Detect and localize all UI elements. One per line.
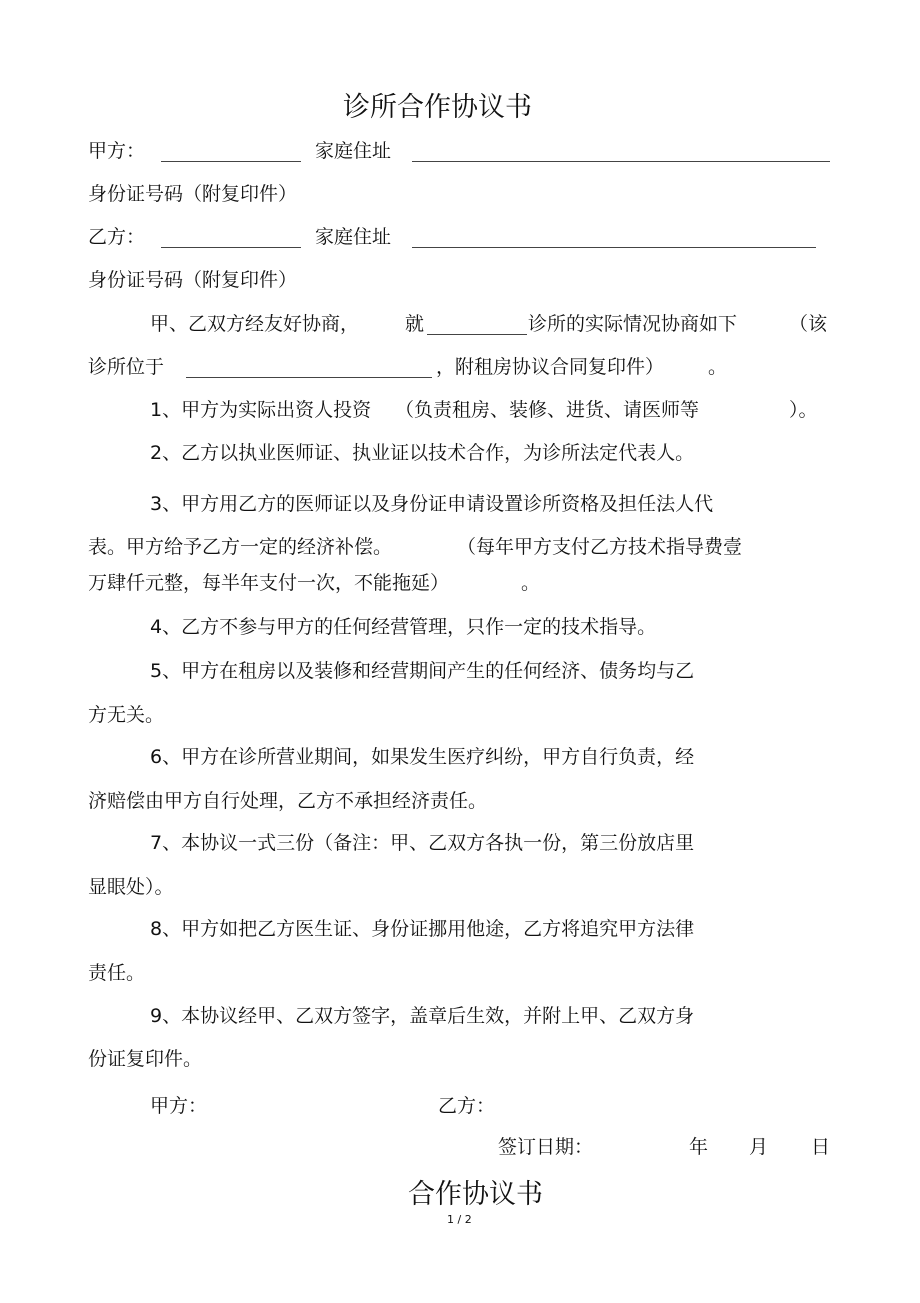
page-number: 1 / 2: [447, 1213, 472, 1226]
party-a-id-label: 身份证号码（附复印件）: [88, 183, 298, 205]
signature-party-a: 甲方：: [150, 1095, 208, 1117]
clause-3-line3-a: 万肆仟元整，每半年支付一次，不能拖延）: [88, 572, 450, 594]
clause-6-line1: 6、甲方在诊所营业期间，如果发生医疗纠纷，甲方自行负责，经: [150, 746, 695, 768]
clause-6-line2: 济赔偿由甲方自行处理，乙方不承担经济责任。: [88, 790, 488, 812]
clause-9-line2: 份证复印件。: [88, 1048, 203, 1070]
clause-1-b: （负责租房、装修、进货、请医师等: [395, 399, 700, 421]
clause-4: 4、乙方不参与甲方的任何经营管理，只作一定的技术指导。: [150, 616, 657, 638]
clause-1-c: ）。: [789, 399, 818, 421]
intro-line2-a: 诊所位于: [88, 356, 165, 378]
clause-7-line2: 显眼处）。: [88, 876, 174, 898]
intro-line2-c: 。: [708, 356, 728, 378]
page-title: 诊所合作协议书: [343, 92, 532, 123]
intro-line2-b: ，附租房协议合同复印件）: [436, 356, 665, 378]
party-b-name-blank: [161, 247, 301, 248]
clause-3-line2-b: （每年甲方支付乙方技术指导费壹: [457, 536, 743, 558]
clause-1-a: 1、甲方为实际出资人投资: [150, 399, 372, 421]
party-b-address-blank: [412, 247, 816, 248]
party-a-name-blank: [161, 161, 301, 162]
sign-date-month: 月: [749, 1136, 769, 1158]
intro-line1-a: 甲、乙双方经友好协商，: [150, 313, 360, 335]
clause-8-line1: 8、甲方如把乙方医生证、身份证挪用他途，乙方将追究甲方法律: [150, 918, 695, 940]
clause-3-line2-a: 表。甲方给予乙方一定的经济补偿。: [88, 536, 393, 558]
sign-date-day: 日: [811, 1136, 831, 1158]
clause-8-line2: 责任。: [88, 962, 146, 984]
party-a-address-label: 家庭住址: [315, 140, 392, 162]
party-b-label: 乙方：: [88, 226, 146, 248]
next-page-title: 合作协议书: [408, 1179, 543, 1210]
clinic-name-blank: [427, 334, 527, 335]
intro-line1-b: 就: [405, 313, 425, 335]
clause-5-line1: 5、甲方在租房以及装修和经营期间产生的任何经济、债务均与乙: [150, 660, 695, 682]
clause-9-line1: 9、本协议经甲、乙双方签字，盖章后生效，并附上甲、乙双方身: [150, 1005, 695, 1027]
clause-7-line1: 7、本协议一式三份（备注：甲、乙双方各执一份，第三份放店里: [150, 832, 695, 854]
party-a-label: 甲方：: [88, 140, 146, 162]
clinic-location-blank: [186, 377, 432, 378]
sign-date-label: 签订日期：: [498, 1136, 594, 1158]
party-b-id-label: 身份证号码（附复印件）: [88, 269, 298, 291]
party-a-address-blank: [412, 161, 830, 162]
party-b-address-label: 家庭住址: [315, 226, 392, 248]
clause-3-line3-b: 。: [521, 572, 541, 594]
intro-line1-d: （该: [789, 313, 828, 335]
intro-line1-c: 诊所的实际情况协商如下: [528, 313, 738, 335]
signature-party-b: 乙方：: [438, 1095, 496, 1117]
clause-2: 2、乙方以执业医师证、执业证以技术合作，为诊所法定代表人。: [150, 442, 695, 464]
sign-date-year: 年: [689, 1136, 709, 1158]
clause-3-line1: 3、甲方用乙方的医师证以及身份证申请设置诊所资格及担任法人代: [150, 493, 714, 515]
clause-5-line2: 方无关。: [88, 704, 165, 726]
